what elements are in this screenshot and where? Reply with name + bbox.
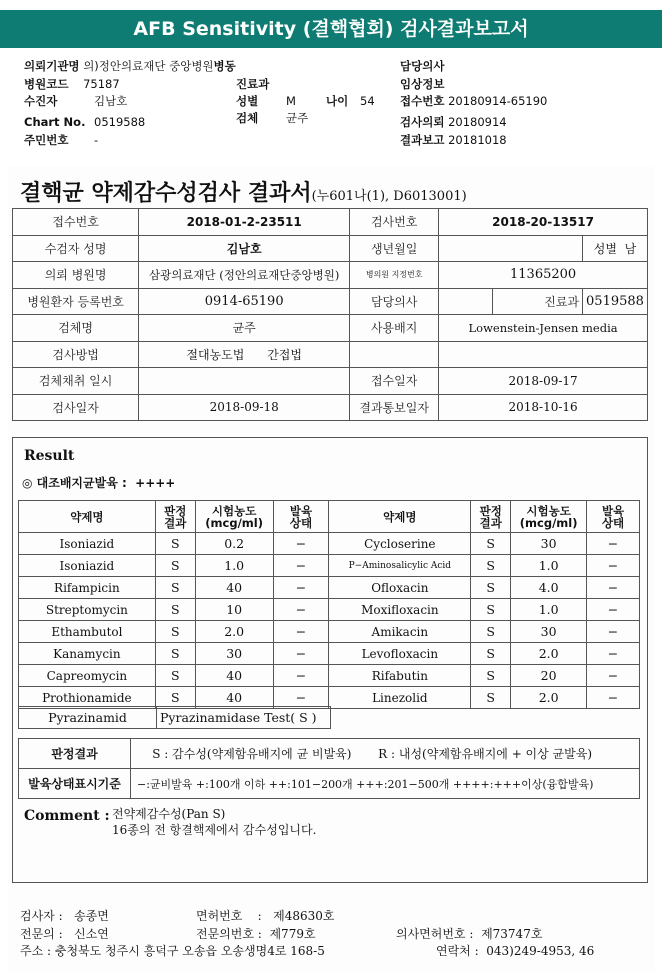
drug-row <box>19 599 640 621</box>
judge-header-2: 결과 <box>164 515 187 530</box>
sex-value: M <box>286 94 296 108</box>
patient-no-value: 0914-65190 <box>139 288 350 315</box>
recv-no-value: 2018-01-2-23511 <box>139 209 350 236</box>
patient-no-label: 병원환자 등록번호 <box>13 288 139 315</box>
drug-conc-cell: 30 <box>511 621 587 643</box>
drug-drug-cell: Levofloxacin <box>329 643 471 665</box>
judge-r: R : 내성(약제함유배지에 + 이상 균발육) <box>378 747 593 761</box>
drug-conc-cell: 10 <box>195 599 273 621</box>
drug-judge-cell: S <box>471 599 511 621</box>
receipt-dept-value: 0519588 <box>583 288 648 315</box>
drug-row <box>19 577 640 599</box>
rrn-value: - <box>94 133 99 147</box>
ward-label: 병동 <box>213 59 236 73</box>
growth-header <box>273 501 329 533</box>
request-label: 검사의뢰 <box>400 115 445 129</box>
drug-judge-cell: S <box>471 643 511 665</box>
addr-value: 충청북도 청주시 흥덕구 오송읍 오송생명4로 168-5 <box>54 944 325 958</box>
conc-header-1: 시험농도 <box>526 503 571 518</box>
birth-label: 생년월일 <box>350 235 439 262</box>
table-row <box>19 769 640 799</box>
drug-conc-cell: 30 <box>195 643 273 665</box>
drug-drug-cell: Kanamycin <box>19 643 156 665</box>
medium-label: 사용배지 <box>350 315 439 342</box>
comment-line-2: 16종의 전 항결핵제에서 감수성입니다. <box>112 823 317 837</box>
judge-header-1: 판정 <box>164 503 187 518</box>
contact-label: 연락처 : <box>436 944 479 958</box>
header-info <box>24 58 654 154</box>
drug-conc-cell: 4.0 <box>511 577 587 599</box>
chart-value: 0519588 <box>94 115 146 129</box>
drug-drug-cell: Streptomycin <box>19 599 156 621</box>
drug-drug-cell: P−Aminosalicylic Acid <box>329 555 471 577</box>
drug-growth-cell: − <box>587 665 640 687</box>
drug-drug-cell: Moxifloxacin <box>329 599 471 621</box>
table-row <box>13 394 648 421</box>
collect-date-value <box>139 368 350 395</box>
drug-judge-cell: S <box>155 533 195 555</box>
table-row <box>13 315 648 342</box>
table-header-row <box>19 501 640 533</box>
drug-drug-cell: Capreomycin <box>19 665 156 687</box>
drug-drug-cell: Prothionamide <box>19 687 156 709</box>
tester-label: 검사자 : <box>20 909 63 923</box>
document-title-text: 결핵균 약제감수성검사 결과서 <box>20 180 312 206</box>
drug-judge-cell: S <box>155 555 195 577</box>
pyra-value: Pyrazinamidase Test( S ) <box>157 707 331 729</box>
drug-conc-cell: 0.2 <box>195 533 273 555</box>
drug-judge-cell: S <box>155 643 195 665</box>
drug-drug-cell: Isoniazid <box>19 533 156 555</box>
drug-conc-cell: 1.0 <box>511 599 587 621</box>
license-label: 면허번호 <box>196 909 243 923</box>
growth-legend-value: −:균비발육 +:100개 이하 ++:101−200개 +++:201−500개 ++++:+++이상(융합발육) <box>131 769 640 799</box>
control-growth <box>22 474 175 491</box>
drug-growth-cell: − <box>587 599 640 621</box>
legend-table <box>18 738 640 799</box>
judge-header-2: 결과 <box>479 515 502 530</box>
drug-conc-cell: 40 <box>195 687 273 709</box>
drug-judge-cell: S <box>155 577 195 599</box>
drug-row <box>19 643 640 665</box>
receipt-table <box>12 208 648 421</box>
drug-drug-cell: Ofloxacin <box>329 577 471 599</box>
specimen-name-value: 균주 <box>139 315 350 342</box>
drug-drug-cell: Linezolid <box>329 687 471 709</box>
drug-judge-cell: S <box>471 665 511 687</box>
tester-value: 송종면 <box>74 909 109 923</box>
drug-judge-cell: S <box>471 687 511 709</box>
drug-judge-cell: S <box>471 577 511 599</box>
judge-header-1: 판정 <box>479 503 502 518</box>
conc-header-1: 시험농도 <box>211 503 257 518</box>
drug-conc-cell: 30 <box>511 533 587 555</box>
drug-judge-cell: S <box>471 555 511 577</box>
drug-growth-cell: − <box>273 665 329 687</box>
drug-growth-cell: − <box>273 687 329 709</box>
inst-value: 의)정안의료재단 중앙병원 <box>83 59 214 73</box>
growth-header <box>587 501 640 533</box>
table-row <box>19 739 640 769</box>
inst-label: 의뢰기관명 <box>24 59 80 73</box>
drug-conc-cell: 1.0 <box>511 555 587 577</box>
reception-no-label: 접수번호 <box>400 94 445 108</box>
drug-judge-cell: S <box>471 621 511 643</box>
drug-growth-cell: − <box>587 577 640 599</box>
collect-date-label: 검체채취 일시 <box>13 368 139 395</box>
age-label: 나이 <box>326 94 349 108</box>
collector-value: 김남호 <box>94 94 128 108</box>
drug-rows <box>19 533 640 709</box>
receipt-dept-label: 진료과 <box>493 288 583 315</box>
clinical-label: 임상정보 <box>400 76 445 91</box>
receipt-sex-value: 남 <box>624 241 637 256</box>
drug-growth-cell: − <box>587 533 640 555</box>
spec-no-label: 전문의번호 <box>196 926 254 941</box>
report-value: 20181018 <box>448 133 507 147</box>
specimen-label: 검체 <box>236 111 259 125</box>
drug-conc-cell: 2.0 <box>511 643 587 665</box>
addr-label: 주소 : <box>20 944 52 958</box>
hosp-value: 삼광의료재단 (정안의료재단중앙병원) <box>139 262 350 289</box>
drug-conc-cell: 20 <box>511 665 587 687</box>
dept-label: 진료과 <box>236 76 270 91</box>
growth-header-1: 발육 <box>289 503 313 518</box>
judge-legend-value <box>131 739 640 769</box>
blank-cell <box>439 341 648 368</box>
conc-header <box>195 501 273 533</box>
conc-header-2: (mcg/ml) <box>519 515 578 530</box>
drug-row <box>19 621 640 643</box>
sex-cell <box>583 235 648 262</box>
judge-s: S : 감수성(약제함유배지에 균 비발육) <box>152 747 352 761</box>
hosp-label: 의뢰 병원명 <box>13 262 139 289</box>
spec-no-value: 제779호 <box>269 926 316 941</box>
growth-header-2: 상태 <box>601 515 625 530</box>
footer: 검사자 : 송종면 면허번호 : 제48630호 전문의 : 신소연 전문의번호 : 제779호 의사면허번호 : 제73747호 주소 : 충청북도 청주시 흥덕구 오송읍 오송생명4로 168-5 연락처 : 043)249-4953, 46 <box>20 909 595 958</box>
recv-no-label: 접수번호 <box>13 209 139 236</box>
notify-date-label: 결과통보일자 <box>350 394 439 421</box>
name-value: 김남호 <box>139 235 350 262</box>
report-title: AFB Sensitivity (결핵협회) 검사결과보고서 <box>133 18 529 40</box>
drug-drug-cell: Isoniazid <box>19 555 156 577</box>
hosp-no-label <box>350 262 439 289</box>
table-row <box>13 209 648 236</box>
control-label: ◎ 대조배지균발육 : <box>22 476 127 490</box>
spec-label: 전문의 : <box>20 926 63 941</box>
hosp-code-label: 병원코드 <box>24 76 69 91</box>
drug-growth-cell: − <box>273 621 329 643</box>
growth-legend-label: 발육상태표시기준 <box>19 769 131 799</box>
drug-growth-cell: − <box>273 555 329 577</box>
license-value: 제48630호 <box>273 909 335 923</box>
table-row <box>13 368 648 395</box>
drug-conc-cell: 1.0 <box>195 555 273 577</box>
accept-date-label: 접수일자 <box>350 368 439 395</box>
test-date-label: 검사일자 <box>13 394 139 421</box>
drug-growth-cell: − <box>587 621 640 643</box>
drug-conc-cell: 40 <box>195 665 273 687</box>
drug-growth-cell: − <box>587 555 640 577</box>
drug-judge-cell: S <box>155 665 195 687</box>
result-title: Result <box>24 448 75 464</box>
specimen-name-label: 검체명 <box>13 315 139 342</box>
drug-conc-cell: 40 <box>195 577 273 599</box>
drug-judge-cell: S <box>155 599 195 621</box>
drug-growth-cell: − <box>273 599 329 621</box>
drug-row <box>19 533 640 555</box>
sex-kv <box>594 242 636 256</box>
drug-growth-cell: − <box>587 643 640 665</box>
reception-no-value: 20180914-65190 <box>448 94 548 108</box>
request-value: 20180914 <box>448 115 507 129</box>
conc-header <box>511 501 587 533</box>
doctor-label: 담당의사 <box>400 59 445 73</box>
drug-header: 약제명 <box>329 501 471 533</box>
chart-label: Chart No. <box>24 115 86 129</box>
age-value: 54 <box>360 94 375 108</box>
test-no-label: 검사번호 <box>350 209 439 236</box>
receipt-doctor-label: 담당의사 <box>350 288 439 315</box>
table-row <box>13 262 648 289</box>
name-label: 수검자 성명 <box>13 235 139 262</box>
rrn-label: 주민번호 <box>24 133 69 147</box>
drug-row <box>19 665 640 687</box>
drug-drug-cell: Rifabutin <box>329 665 471 687</box>
collector-label: 수진자 <box>24 94 58 108</box>
comment-label: Comment : <box>24 808 110 824</box>
hosp-no-value: 11365200 <box>439 262 648 289</box>
accept-date-value: 2018-09-17 <box>439 368 648 395</box>
pyra-drug: Pyrazinamid <box>19 707 157 729</box>
receipt-sex-label: 성별 <box>593 241 617 256</box>
drug-conc-cell: 2.0 <box>511 687 587 709</box>
document-title <box>20 176 467 207</box>
blank-cell <box>350 341 439 368</box>
drug-growth-cell: − <box>273 643 329 665</box>
hosp-code-value: 75187 <box>83 76 120 91</box>
pyrazinamide-table <box>18 706 331 729</box>
document-code: (누601나(1), D6013001) <box>311 189 467 204</box>
doc-license-value: 제73747호 <box>481 926 543 941</box>
drug-judge-cell: S <box>155 621 195 643</box>
test-no-value: 2018-20-13517 <box>439 209 648 236</box>
table-row <box>19 707 331 729</box>
drug-conc-cell: 2.0 <box>195 621 273 643</box>
table-row <box>13 341 648 368</box>
contact-value: 043)249-4953, 46 <box>486 944 595 958</box>
spec-value: 신소연 <box>74 926 109 941</box>
table-row <box>13 288 648 315</box>
test-date-value: 2018-09-18 <box>139 394 350 421</box>
drug-drug-cell: Ethambutol <box>19 621 156 643</box>
report-label: 결과보고 <box>400 133 445 147</box>
report-banner <box>0 10 662 48</box>
birth-value <box>439 235 583 262</box>
judge-header <box>155 501 195 533</box>
doc-license-label: 의사면허번호 : <box>396 926 474 941</box>
judge-header <box>471 501 511 533</box>
comment-line-1: 전약제감수성(Pan S) <box>112 807 226 821</box>
notify-date-value: 2018-10-16 <box>439 394 648 421</box>
drug-row <box>19 555 640 577</box>
conc-header-2: (mcg/ml) <box>205 515 263 530</box>
control-value: ++++ <box>135 476 176 490</box>
comment-text <box>112 806 316 838</box>
drug-drug-cell: Rifampicin <box>19 577 156 599</box>
method-value <box>139 341 350 368</box>
judge-legend-label: 판정결과 <box>19 739 131 769</box>
sex-label: 성별 <box>236 94 259 108</box>
table-row <box>13 235 648 262</box>
drug-header: 약제명 <box>19 501 156 533</box>
growth-header-2: 상태 <box>289 515 313 530</box>
method-label: 검사방법 <box>13 341 139 368</box>
drug-growth-cell: − <box>273 533 329 555</box>
growth-header-1: 발육 <box>601 503 625 518</box>
receipt-doctor-value <box>439 288 493 315</box>
method-value-1: 절대농도법 <box>186 347 245 362</box>
specimen-value: 균주 <box>286 111 309 125</box>
medium-value: Lowenstein-Jensen media <box>439 315 648 342</box>
hosp-no-label-text: 병의원 지정번호 <box>365 270 423 280</box>
drug-judge-cell: S <box>471 533 511 555</box>
drug-drug-cell: Cycloserine <box>329 533 471 555</box>
drug-judge-cell: S <box>155 687 195 709</box>
drug-table <box>18 500 640 709</box>
drug-growth-cell: − <box>273 577 329 599</box>
drug-drug-cell: Amikacin <box>329 621 471 643</box>
drug-growth-cell: − <box>587 687 640 709</box>
method-value-2: 간접법 <box>267 347 302 362</box>
